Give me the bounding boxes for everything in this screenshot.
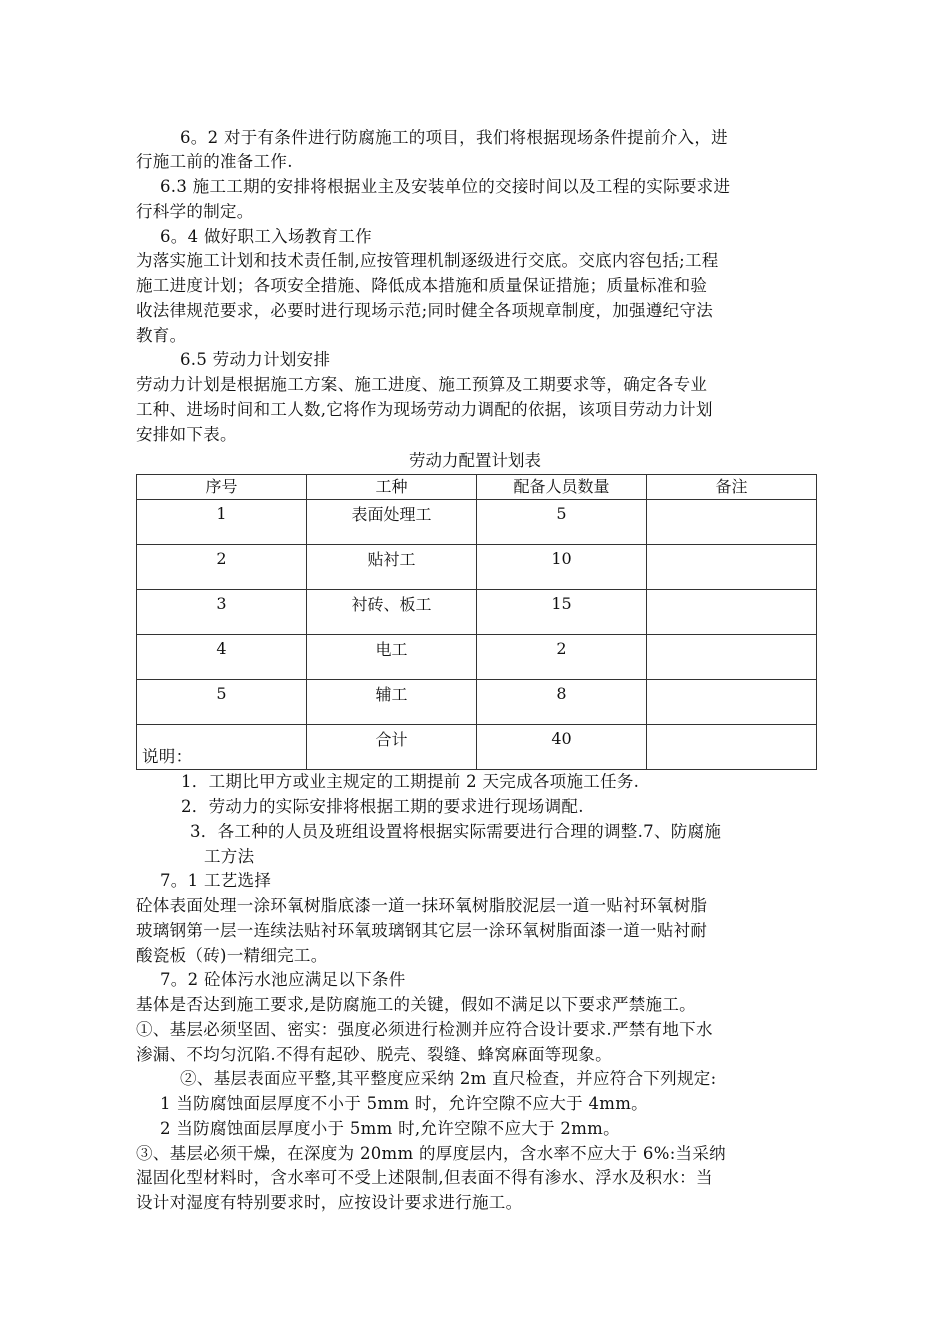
paragraph-line: 6。2 对于有条件进行防腐施工的项目，我们将根据现场条件提前介入，进 xyxy=(180,128,728,147)
cell-count: 15 xyxy=(477,590,647,635)
cell-trade: 贴衬工 xyxy=(307,545,477,590)
cell-total-count: 40 xyxy=(477,725,647,770)
cell-count: 10 xyxy=(477,545,647,590)
header-count: 配备人员数量 xyxy=(477,475,647,500)
table-row xyxy=(137,545,817,590)
cell-note xyxy=(647,680,817,725)
paragraph-line: 1 当防腐蚀面层厚度不小于 5mm 时，允许空隙不应大于 4mm。 xyxy=(160,1094,648,1113)
paragraph-line: 教育。 xyxy=(136,326,187,345)
cell-total-label: 合计 xyxy=(307,725,477,770)
cell-no: 5 xyxy=(137,680,307,725)
paragraph-line: 渗漏、不均匀沉陷.不得有起砂、脱壳、裂缝、蜂窝麻面等现象。 xyxy=(136,1045,612,1064)
cell-trade: 衬砖、板工 xyxy=(307,590,477,635)
paragraph-line: 玻璃钢第一层一连续法贴衬环氧玻璃钢其它层一涂环氧树脂面漆一道一贴衬耐 xyxy=(136,921,708,940)
table-total-row xyxy=(137,725,817,770)
paragraph-line: 砼体表面处理一涂环氧树脂底漆一道一抹环氧树脂胶泥层一道一贴衬环氧树脂 xyxy=(136,896,708,915)
section-heading: 6。4 做好职工入场教育工作 xyxy=(160,227,372,246)
cell-no: 4 xyxy=(137,635,307,680)
cell-no: 3 xyxy=(137,590,307,635)
paragraph-line: 为落实施工计划和技术责任制,应按管理机制逐级进行交底。交底内容包括;工程 xyxy=(136,251,719,270)
note-item: 2．劳动力的实际安排将根据工期的要求进行现场调配. xyxy=(181,797,584,816)
table-row xyxy=(137,500,817,545)
paragraph-line: 工种、进场时间和工人数,它将作为现场劳动力调配的依据，该项目劳动力计划 xyxy=(136,400,713,419)
header-no: 序号 xyxy=(137,475,307,500)
note-item: 工方法 xyxy=(204,847,255,866)
cell-note xyxy=(647,545,817,590)
cell-note xyxy=(647,725,817,770)
paragraph-line: ①、基层必须坚固、密实：强度必须进行检测并应符合设计要求.严禁有地下水 xyxy=(136,1020,713,1039)
cell-count: 5 xyxy=(477,500,647,545)
section-heading: 6.5 劳动力计划安排 xyxy=(180,350,331,369)
cell-no: 1 xyxy=(137,500,307,545)
notes-heading: 说明： xyxy=(142,747,193,766)
paragraph-line: 行施工前的准备工作. xyxy=(136,152,293,171)
paragraph-line: ③、基层必须干燥，在深度为 20mm 的厚度层内，含水率不应大于 6%:当采纳 xyxy=(136,1144,726,1163)
paragraph-line: 湿固化型材料时，含水率可不受上述限制,但表面不得有渗水、浮水及积水：当 xyxy=(136,1168,713,1187)
table-row xyxy=(137,590,817,635)
paragraph-line: 收法律规范要求，必要时进行现场示范;同时健全各项规章制度，加强遵纪守法 xyxy=(136,301,714,320)
header-note: 备注 xyxy=(647,475,817,500)
cell-trade: 电工 xyxy=(307,635,477,680)
paragraph-line: 行科学的制定。 xyxy=(136,202,254,221)
cell-count: 2 xyxy=(477,635,647,680)
cell-note xyxy=(647,500,817,545)
table-caption: 劳动力配置计划表 xyxy=(409,451,541,470)
cell-count: 8 xyxy=(477,680,647,725)
paragraph-line: 劳动力计划是根据施工方案、施工进度、施工预算及工期要求等，确定各专业 xyxy=(136,375,708,394)
paragraph-line: 2 当防腐蚀面层厚度小于 5mm 时,允许空隙不应大于 2mm。 xyxy=(160,1119,620,1138)
paragraph-line: 基体是否达到施工要求,是防腐施工的关键，假如不满足以下要求严禁施工。 xyxy=(136,995,696,1014)
cell-note xyxy=(647,635,817,680)
cell-note xyxy=(647,590,817,635)
note-item: 1．工期比甲方或业主规定的工期提前 2 天完成各项施工任务. xyxy=(181,772,640,791)
table-row xyxy=(137,680,817,725)
paragraph-line: 安排如下表。 xyxy=(136,425,237,444)
paragraph-line: 设计对湿度有特别要求时，应按设计要求进行施工。 xyxy=(136,1193,523,1212)
paragraph-line: 施工进度计划；各项安全措施、降低成本措施和质量保证措施；质量标准和验 xyxy=(136,276,708,295)
section-heading: 7。2 砼体污水池应满足以下条件 xyxy=(160,970,406,989)
labor-plan-table xyxy=(136,474,817,770)
table-row xyxy=(137,635,817,680)
cell-no: 2 xyxy=(137,545,307,590)
section-heading: 7。1 工艺选择 xyxy=(160,871,272,890)
table-header-row xyxy=(137,475,817,500)
paragraph-line: ②、基层表面应平整,其平整度应采纳 2m 直尺检查，并应符合下列规定: xyxy=(180,1069,717,1088)
paragraph-line: 酸瓷板（砖)一精细完工。 xyxy=(136,946,328,965)
header-trade: 工种 xyxy=(307,475,477,500)
paragraph-line: 6.3 施工工期的安排将根据业主及安装单位的交接时间以及工程的实际要求进 xyxy=(160,177,731,196)
cell-trade: 表面处理工 xyxy=(307,500,477,545)
note-item: 3．各工种的人员及班组设置将根据实际需要进行合理的调整.7、防腐施 xyxy=(190,822,722,841)
cell-trade: 辅工 xyxy=(307,680,477,725)
